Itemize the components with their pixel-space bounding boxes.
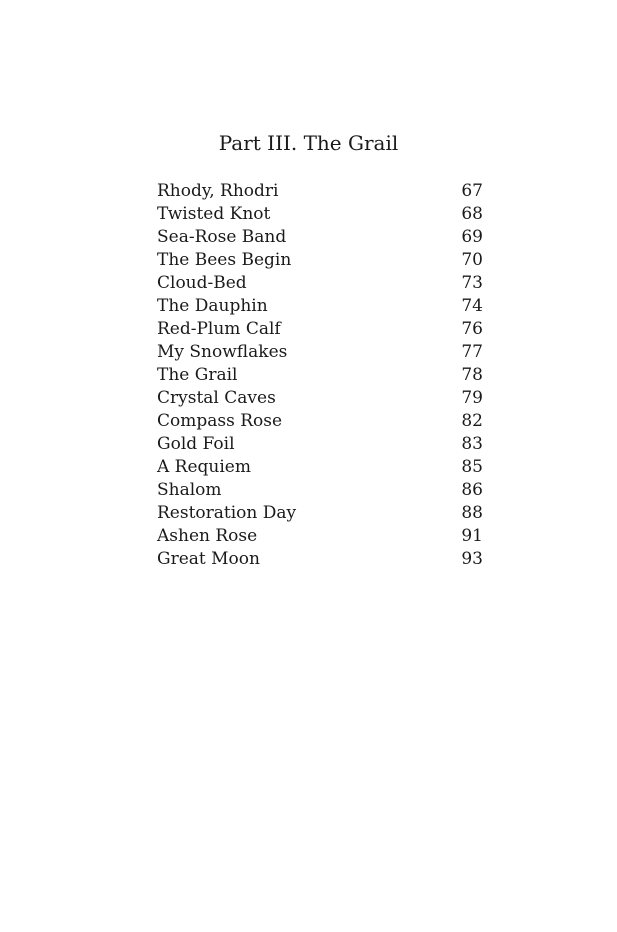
toc-entry	[157, 479, 483, 502]
table-of-contents	[157, 180, 483, 571]
part-title: Part III. The Grail	[218, 131, 399, 155]
toc-entry	[157, 548, 483, 571]
toc-entry	[157, 226, 483, 249]
toc-entry-page: 82	[461, 411, 483, 431]
toc-entry	[157, 433, 483, 456]
toc-entry-title: Cloud-Bed	[157, 273, 247, 293]
toc-entry-page: 79	[461, 388, 483, 408]
toc-entry	[157, 180, 483, 203]
toc-entry-title: Red-Plum Calf	[157, 319, 281, 339]
toc-entry-title: Sea-Rose Band	[157, 227, 287, 247]
toc-entry-page: 93	[461, 549, 483, 569]
toc-entry-title: A Requiem	[157, 457, 251, 477]
toc-entry-page: 86	[461, 480, 483, 500]
toc-entry	[157, 341, 483, 364]
toc-entry-page: 78	[461, 365, 483, 385]
toc-entry	[157, 364, 483, 387]
toc-entry-page: 67	[461, 181, 483, 201]
toc-entry-title: My Snowflakes	[157, 342, 288, 362]
toc-entry-page: 85	[461, 457, 483, 477]
toc-entry-title: The Grail	[157, 365, 238, 385]
toc-entry-title: Rhody, Rhodri	[157, 181, 279, 201]
toc-entry-page: 83	[461, 434, 483, 454]
toc-entry-title: Great Moon	[157, 549, 260, 569]
toc-entry-title: Shalom	[157, 480, 222, 500]
toc-entry-page: 76	[461, 319, 483, 339]
toc-entry-title: The Dauphin	[157, 296, 268, 316]
toc-entry	[157, 272, 483, 295]
toc-entry	[157, 410, 483, 433]
toc-entry	[157, 387, 483, 410]
toc-entry-title: The Bees Begin	[157, 250, 292, 270]
toc-entry	[157, 502, 483, 525]
toc-entry-title: Gold Foil	[157, 434, 235, 454]
toc-entry-title: Restoration Day	[157, 503, 297, 523]
toc-entry-title: Crystal Caves	[157, 388, 276, 408]
toc-entry	[157, 295, 483, 318]
toc-entry-title: Ashen Rose	[157, 526, 258, 546]
toc-entry-title: Compass Rose	[157, 411, 283, 431]
toc-entry-page: 77	[461, 342, 483, 362]
toc-entry-page: 91	[461, 526, 483, 546]
toc-entry-page: 74	[461, 296, 483, 316]
toc-entry-page: 88	[461, 503, 483, 523]
toc-entry-title: Twisted Knot	[157, 204, 271, 224]
toc-entry-page: 68	[461, 204, 483, 224]
toc-entry	[157, 203, 483, 226]
toc-entry	[157, 249, 483, 272]
toc-entry-page: 73	[461, 273, 483, 293]
toc-entry	[157, 318, 483, 341]
toc-entry-page: 70	[461, 250, 483, 270]
toc-entry-page: 69	[461, 227, 483, 247]
toc-entry	[157, 456, 483, 479]
toc-entry	[157, 525, 483, 548]
